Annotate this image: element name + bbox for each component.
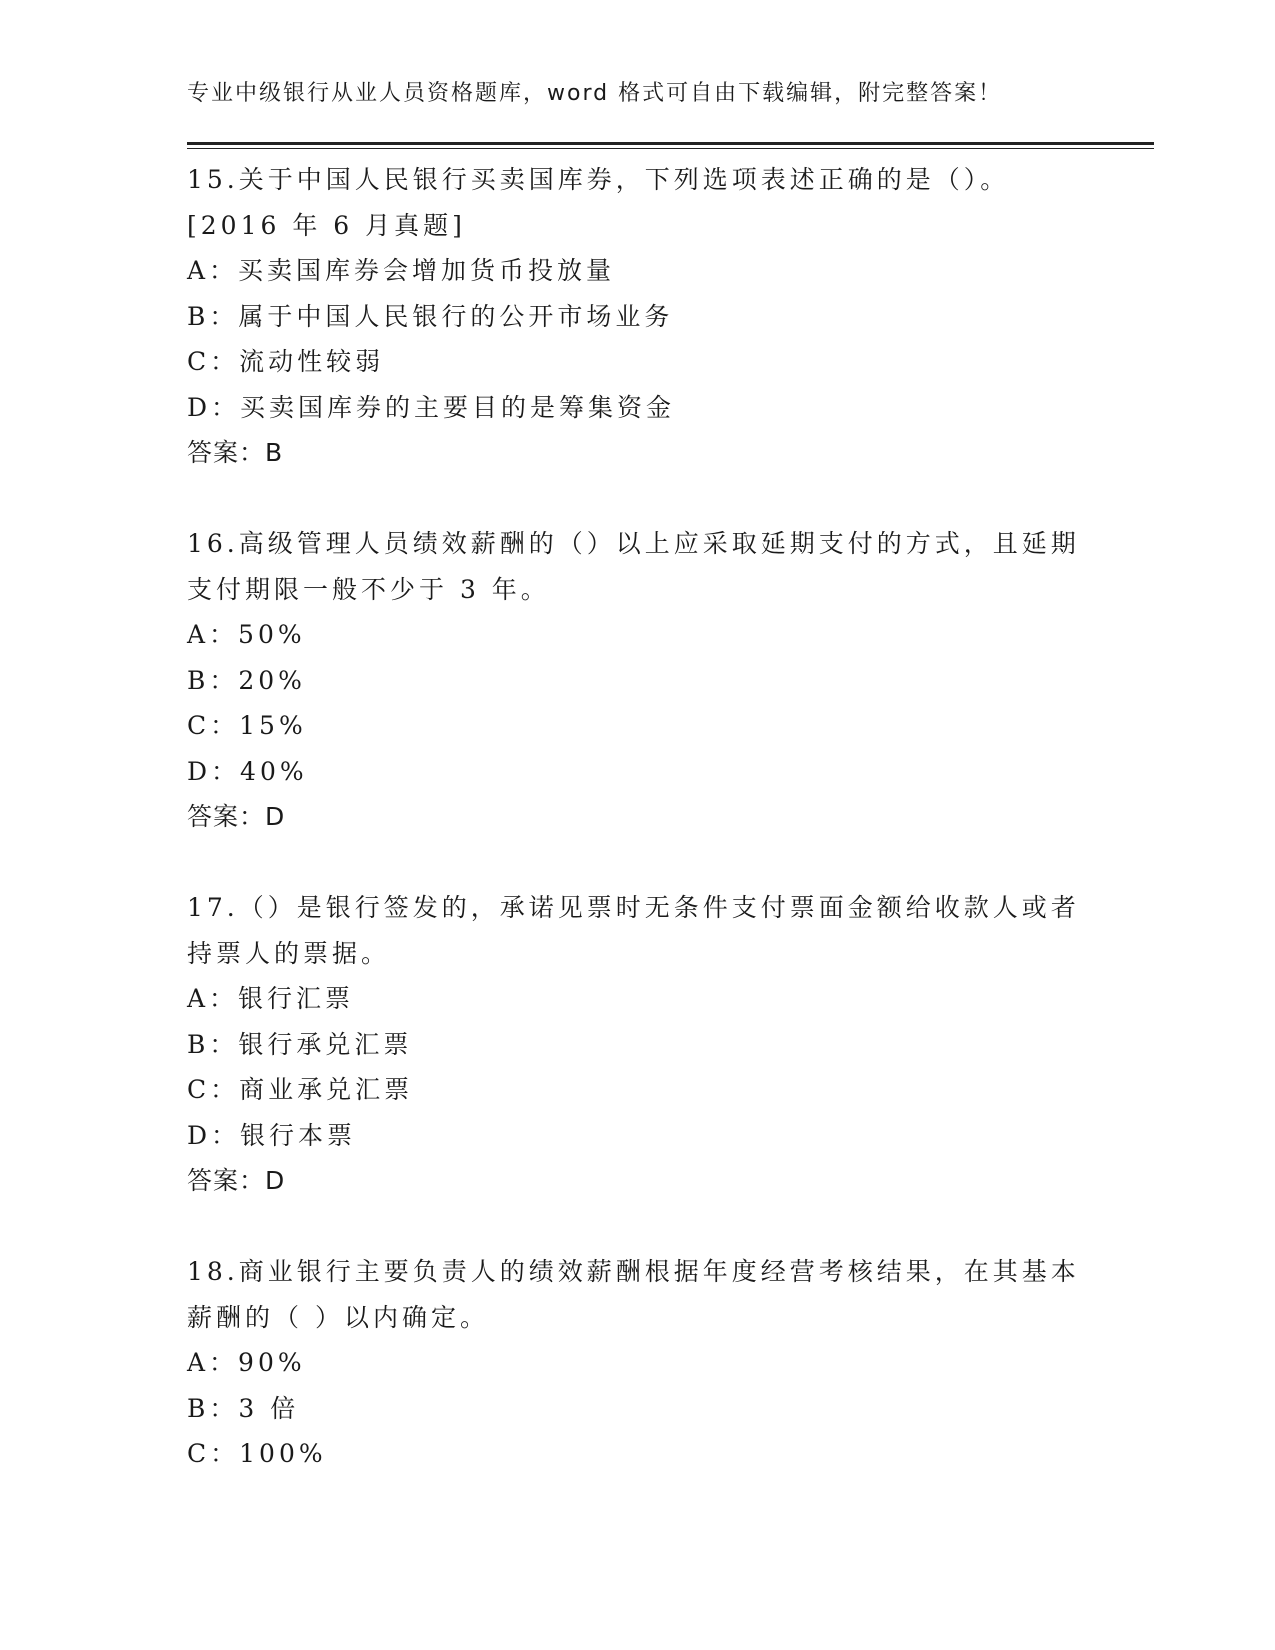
option-a: A：银行汇票 <box>187 984 355 1013</box>
question-15 <box>187 157 1087 476</box>
option-a: A：90% <box>187 1348 306 1377</box>
header-rule-thin <box>187 148 1154 149</box>
option-b: B：20% <box>187 665 306 695</box>
question-stem-line: 15.关于中国人民银行买卖国库券，下列选项表述正确的是（）。 <box>187 165 1010 194</box>
option-c: C：15% <box>187 711 307 740</box>
question-stem-line: 薪酬的（ ）以内确定。 <box>187 1302 489 1332</box>
option-b: B：银行承兑汇票 <box>187 1029 413 1059</box>
option-c: C：商业承兑汇票 <box>187 1075 414 1104</box>
option-b: B：3 倍 <box>187 1393 300 1423</box>
question-18 <box>187 1249 1087 1477</box>
question-list <box>187 157 1087 1522</box>
option-d: D：40% <box>187 756 308 786</box>
question-stem-line: [2016 年 6 月真题] <box>187 210 466 240</box>
option-c: C：流动性较弱 <box>187 347 385 376</box>
page-header: 专业中级银行从业人员资格题库，word 格式可自由下载编辑，附完整答案！ <box>187 81 1003 106</box>
header-rule-thick <box>187 142 1154 145</box>
question-stem-line: 持票人的票据。 <box>187 938 391 968</box>
option-d: D：银行本票 <box>187 1120 357 1150</box>
question-stem-line: 17.（）是银行签发的，承诺见票时无条件支付票面金额给收款人或者 <box>187 893 1080 922</box>
question-stem-line: 16.高级管理人员绩效薪酬的（）以上应采取延期支付的方式，且延期 <box>187 529 1080 558</box>
option-b: B：属于中国人民银行的公开市场业务 <box>187 301 674 331</box>
question-16 <box>187 521 1087 840</box>
option-c: C：100% <box>187 1439 327 1468</box>
answer: 答案：D <box>187 1166 286 1195</box>
question-stem-line: 支付期限一般不少于 3 年。 <box>187 574 550 604</box>
option-a: A：50% <box>187 620 306 649</box>
question-stem-line: 18.商业银行主要负责人的绩效薪酬根据年度经营考核结果，在其基本 <box>187 1257 1080 1286</box>
answer: 答案：B <box>187 438 284 467</box>
question-17 <box>187 885 1087 1204</box>
answer: 答案：D <box>187 802 286 831</box>
option-d: D：买卖国库券的主要目的是筹集资金 <box>187 392 676 422</box>
option-a: A：买卖国库券会增加货币投放量 <box>187 256 616 285</box>
